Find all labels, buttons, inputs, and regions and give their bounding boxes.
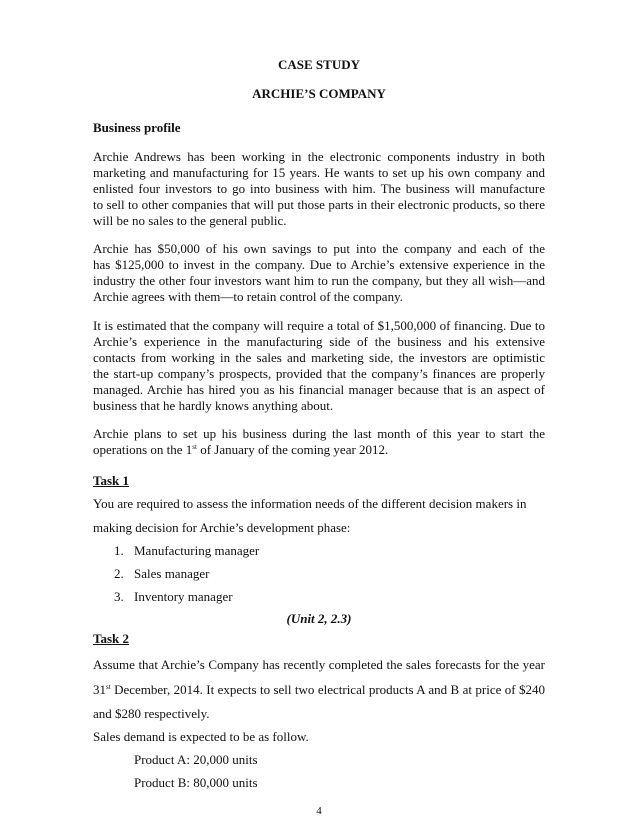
list-item bbox=[114, 589, 233, 605]
unit-reference: (Unit 2, 2.3) bbox=[286, 611, 352, 626]
paragraph-3-line: the start-up company’s prospects, provided that the company’s finances are properly bbox=[93, 366, 545, 381]
task-2-text: 31 bbox=[93, 682, 106, 697]
task-2-line: Sales demand is expected to be as follow. bbox=[93, 729, 309, 744]
ordinal-suffix: st bbox=[192, 443, 197, 451]
paragraph-1-line: Archie Andrews has been working in the electronic components industry in both bbox=[93, 149, 545, 164]
task-1-heading: Task 1 bbox=[93, 473, 130, 488]
paragraph-4-line bbox=[93, 442, 388, 458]
paragraph-2-line: Archie has $50,000 of his own savings to put into the company and each of the bbox=[93, 241, 545, 256]
task-2-line: and $280 respectively. bbox=[93, 706, 210, 721]
case-study-title: CASE STUDY bbox=[278, 57, 360, 72]
page-number: 4 bbox=[316, 805, 322, 817]
product-line: Product B: 80,000 units bbox=[134, 775, 258, 790]
ordinal-suffix: st bbox=[106, 683, 111, 691]
paragraph-3-line: contacts from working in the sales and marketing side, the investors are optimistic bbox=[93, 350, 545, 365]
task-1-line: You are required to assess the information needs of the different decision makers in bbox=[93, 496, 527, 511]
paragraph-3-line: It is estimated that the company will require a total of $1,500,000 of financing. Due to bbox=[93, 318, 545, 333]
task-2-line: Assume that Archie’s Company has recently completed the sales forecasts for the year bbox=[93, 657, 545, 672]
paragraph-4-line: Archie plans to set up his business during the last month of this year to start the bbox=[93, 426, 545, 441]
business-profile-heading: Business profile bbox=[93, 120, 181, 135]
company-title: ARCHIE’S COMPANY bbox=[252, 86, 386, 101]
task-2-text: December, 2014. It expects to sell two electrical products A and B at price of $240 bbox=[110, 682, 545, 697]
paragraph-1-line: to sell to other companies that will put those parts in their electronic products, so there bbox=[93, 197, 545, 212]
list-item bbox=[114, 566, 209, 582]
list-item bbox=[114, 543, 259, 559]
product-line: Product A: 20,000 units bbox=[134, 752, 258, 767]
paragraph-1-line: marketing and manufacturing for 15 years. He wants to set up his own company and bbox=[93, 165, 545, 180]
list-item-label: Inventory manager bbox=[134, 589, 233, 604]
paragraph-4-text: operations on the 1 bbox=[93, 442, 193, 457]
list-item-label: Manufacturing manager bbox=[134, 543, 260, 558]
paragraph-2-line: Archie agrees with them—to retain control of the company. bbox=[93, 289, 403, 304]
paragraph-1-line: will be no sales to the general public. bbox=[93, 213, 287, 228]
list-number: 1. bbox=[114, 543, 124, 558]
task-1-line: making decision for Archie’s development phase: bbox=[93, 520, 351, 535]
paragraph-3-line: business that he hardly knows anything about. bbox=[93, 398, 334, 413]
paragraph-3-line: Archie’s experience in the manufacturing side of the business and his extensive bbox=[93, 334, 545, 349]
task-2-heading: Task 2 bbox=[93, 631, 130, 646]
task-2-line bbox=[93, 682, 545, 698]
paragraph-2-line: industry the other four investors want him to run the company, but they all wish—and bbox=[93, 273, 545, 288]
list-number: 2. bbox=[114, 566, 124, 581]
paragraph-1-line: enlisted four investors to go into business with him. The business will manufacture bbox=[93, 181, 545, 196]
paragraph-4-text: of January of the coming year 2012. bbox=[196, 442, 389, 457]
list-item-label: Sales manager bbox=[134, 566, 210, 581]
paragraph-3-line: managed. Archie has hired you as his financial manager because that is an aspect of bbox=[93, 382, 545, 397]
paragraph-2-line: has $125,000 to invest in the company. Due to Archie’s extensive experience in the bbox=[93, 257, 545, 272]
list-number: 3. bbox=[114, 589, 124, 604]
